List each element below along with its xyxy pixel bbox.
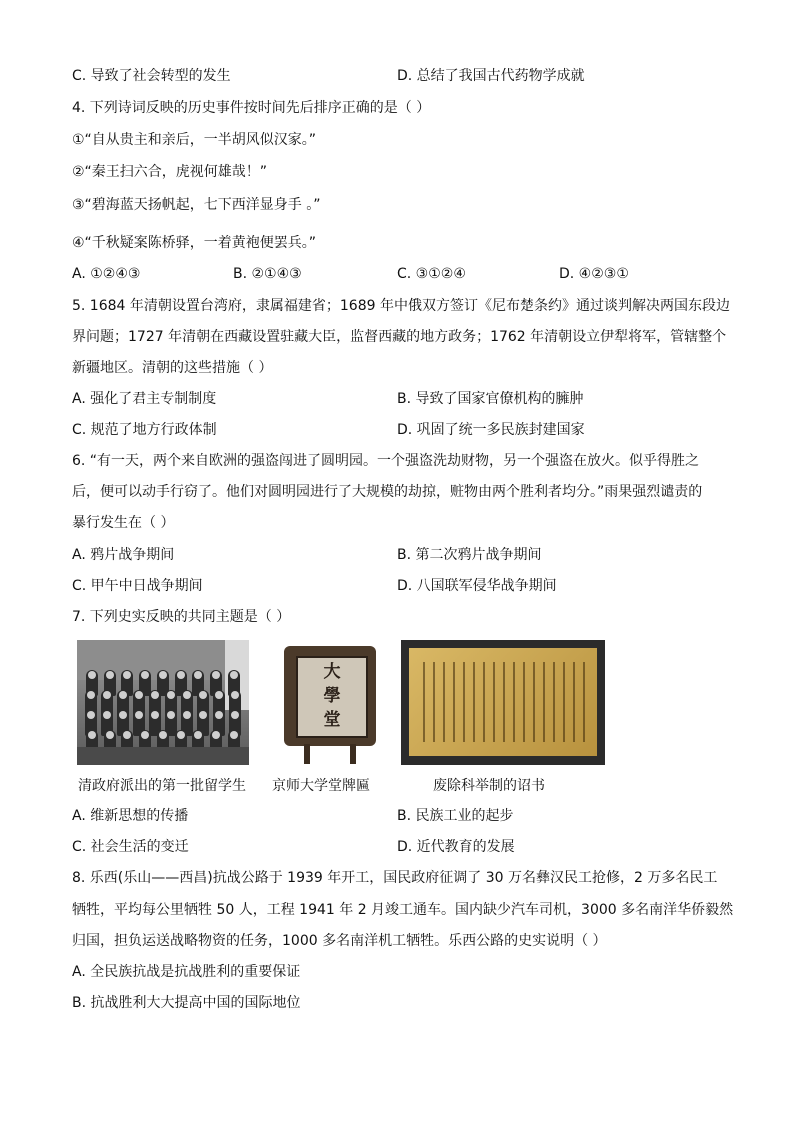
q5-option-b: B. 导致了国家官僚机构的臃肿 [397, 391, 584, 407]
q8-line-3: 归国，担负运送战略物资的任务，1000 多名南洋机工牺牲。乐西公路的史实说明（ ） [72, 933, 607, 949]
q8-line-2: 牺牲，平均每公里牺牲 50 人，工程 1941 年 2 月竣工通车。国内缺少汽车司机，3000 多名南洋华侨毅然 [72, 902, 734, 918]
q3-option-d: D. 总结了我国古代药物学成就 [397, 68, 585, 84]
caption-edict: 废除科举制的诏书 [433, 778, 545, 794]
plaque-char-3: 堂 [323, 710, 341, 730]
q6-option-d: D. 八国联军侵华战争期间 [397, 578, 557, 594]
caption-students: 清政府派出的第一批留学生 [78, 778, 246, 794]
q5-line-1: 5. 1684 年清朝设置台湾府，隶属福建省；1689 年中俄双方签订《尼布楚条约》通过谈判解决两国东段边 [72, 298, 730, 314]
q5-option-d: D. 巩固了统一多民族封建国家 [397, 422, 585, 438]
q4-item-2: ②“秦王扫六合，虎视何雄哉！” [72, 164, 268, 180]
q7-option-b: B. 民族工业的起步 [397, 808, 514, 824]
q7-option-c: C. 社会生活的变迁 [72, 839, 189, 855]
q8-option-b: B. 抗战胜利大大提高中国的国际地位 [72, 995, 301, 1011]
q6-option-b: B. 第二次鸦片战争期间 [397, 547, 542, 563]
q5-line-3: 新疆地区。清朝的这些措施（ ） [72, 360, 273, 376]
q5-line-2: 界问题；1727 年清朝在西藏设置驻藏大臣，监督西藏的地方政务；1762 年清朝设立伊犁将军，管辖整个 [72, 329, 727, 345]
q8-line-1: 8. 乐西(乐山——西昌)抗战公路于 1939 年开工，国民政府征调了 30 万名彝汉民工抢修，2 万多名民工 [72, 870, 718, 886]
q4-item-3: ③“碧海蓝天扬帆起，七下西洋显身手 。” [72, 197, 321, 213]
plaque-char-2: 學 [323, 686, 341, 706]
q4-option-b: B. ②①④③ [233, 266, 302, 282]
q6-option-c: C. 甲午中日战争期间 [72, 578, 203, 594]
q6-line-3: 暴行发生在（ ） [72, 515, 175, 531]
q8-option-a: A. 全民族抗战是抗战胜利的重要保证 [72, 964, 301, 980]
caption-plaque: 京师大学堂牌匾 [272, 778, 370, 794]
q7-stem: 7. 下列史实反映的共同主题是（ ） [72, 609, 291, 625]
plaque-char-1: 大 [323, 662, 341, 682]
photo-university-plaque [270, 640, 390, 765]
q7-option-d: D. 近代教育的发展 [397, 839, 515, 855]
photo-first-overseas-students [77, 640, 249, 765]
q6-line-2: 后，便可以动手行窃了。他们对圆明园进行了大规模的劫掠，赃物由两个胜利者均分。”雨果强烈谴责的 [72, 484, 703, 500]
q7-option-a: A. 维新思想的传播 [72, 808, 189, 824]
q4-item-1: ①“自从贵主和亲后，一半胡风似汉家。” [72, 132, 317, 148]
q3-option-c: C. 导致了社会转型的发生 [72, 68, 231, 84]
q4-stem: 4. 下列诗词反映的历史事件按时间先后排序正确的是（ ） [72, 100, 431, 116]
q4-option-d: D. ④②③① [559, 266, 629, 282]
q4-option-c: C. ③①②④ [397, 266, 466, 282]
q6-option-a: A. 鸦片战争期间 [72, 547, 175, 563]
q5-option-a: A. 强化了君主专制制度 [72, 391, 217, 407]
q5-option-c: C. 规范了地方行政体制 [72, 422, 217, 438]
photo-abolish-exam-edict [401, 640, 605, 765]
q4-item-4: ④“千秋疑案陈桥驿，一着黄袍便罢兵。” [72, 235, 317, 251]
q6-line-1: 6. “有一天，两个来自欧洲的强盗闯进了圆明园。一个强盗洗劫财物，另一个强盗在放火。似乎得胜之 [72, 453, 700, 469]
q4-option-a: A. ①②④③ [72, 266, 141, 282]
